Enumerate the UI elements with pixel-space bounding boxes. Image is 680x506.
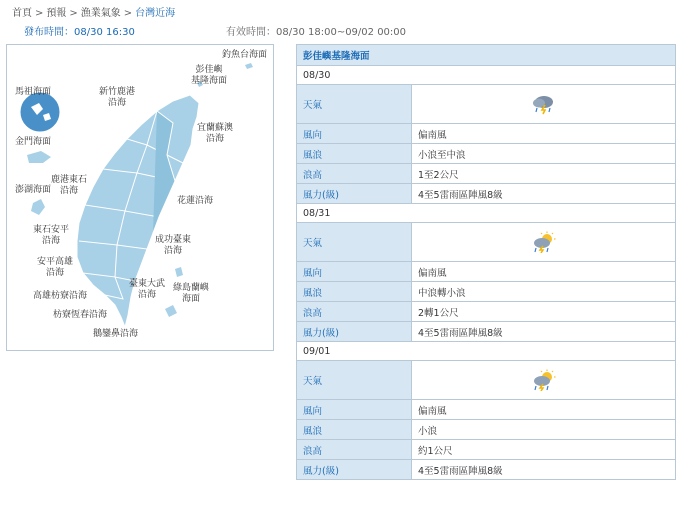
breadcrumb-home-link[interactable]: 首頁 — [12, 8, 32, 19]
weather-row — [297, 85, 676, 124]
date-row — [297, 66, 676, 85]
kinmen-island[interactable] — [27, 151, 51, 163]
date-row — [297, 342, 676, 361]
region-anping[interactable]: 安平高雄 沿海 — [36, 257, 73, 278]
region-dongshi[interactable]: 東石安平 沿海 — [32, 225, 69, 246]
weather-label: 天氣 — [297, 223, 412, 262]
valid-time: 有效時間：08/30 18:00~09/02 00:00 — [226, 27, 407, 38]
region-matsu[interactable]: 馬祖海面 — [15, 87, 52, 97]
wave-height-value: 2轉1公尺 — [412, 302, 676, 322]
lanyu-island[interactable] — [165, 305, 177, 317]
breadcrumb-current[interactable]: 台灣近海 — [135, 8, 176, 19]
wind-direction-row — [297, 400, 676, 420]
region-lvdao[interactable]: 綠島蘭嶼 海面 — [172, 283, 209, 304]
wind-force-value: 4至5雷雨區陣風8級 — [412, 322, 676, 342]
region-yilan[interactable]: 宜蘭蘇澳 沿海 — [196, 123, 233, 144]
wind-direction-label: 風向 — [297, 124, 412, 144]
region-kaohsiung[interactable]: 高雄枋寮沿海 — [33, 291, 88, 301]
region-eluanbi[interactable]: 鵝鑾鼻沿海 — [93, 329, 139, 339]
wind-force-value: 4至5雷雨區陣風8級 — [412, 184, 676, 204]
wave-label: 風浪 — [297, 282, 412, 302]
forecast-date: 08/31 — [297, 204, 676, 223]
wind-direction-label: 風向 — [297, 262, 412, 282]
wind-direction-label: 風向 — [297, 400, 412, 420]
wave-height-label: 浪高 — [297, 302, 412, 322]
wind-force-label: 風力(級) — [297, 322, 412, 342]
penghu-island[interactable] — [31, 199, 45, 215]
forecast-title: 彭佳嶼基隆海面 — [297, 45, 676, 66]
weather-label: 天氣 — [297, 361, 412, 400]
wave-row — [297, 420, 676, 440]
wave-height-row — [297, 164, 676, 184]
green-island[interactable] — [175, 267, 183, 277]
thunderstorm-rain-icon — [530, 93, 558, 115]
region-hsinchu[interactable]: 新竹鹿港 沿海 — [98, 87, 135, 108]
wind-direction-row — [297, 262, 676, 282]
forecast-title-row — [297, 45, 676, 66]
region-taitung[interactable]: 臺東大武 沿海 — [128, 279, 165, 300]
sun-cloud-thunder-icon — [530, 369, 558, 391]
region-pengjia[interactable]: 彭佳嶼 基隆海面 — [190, 65, 227, 86]
wave-label: 風浪 — [297, 420, 412, 440]
forecast-date: 08/30 — [297, 66, 676, 85]
wave-height-label: 浪高 — [297, 164, 412, 184]
wave-value: 中浪轉小浪 — [412, 282, 676, 302]
region-penghu[interactable]: 澎湖海面 — [15, 185, 52, 195]
wave-height-row — [297, 302, 676, 322]
wave-height-row — [297, 440, 676, 460]
breadcrumb-separator: > — [69, 8, 78, 19]
breadcrumb-forecast-link[interactable]: 預報 — [46, 8, 67, 19]
wind-direction-value: 偏南風 — [412, 400, 676, 420]
wind-direction-value: 偏南風 — [412, 262, 676, 282]
wind-force-row — [297, 460, 676, 480]
wind-force-row — [297, 184, 676, 204]
region-diaoyutai[interactable]: 釣魚台海面 — [222, 50, 268, 60]
breadcrumb-separator: > — [35, 8, 44, 19]
wave-row — [297, 282, 676, 302]
wind-force-value: 4至5雷雨區陣風8級 — [412, 460, 676, 480]
wind-force-label: 風力(級) — [297, 184, 412, 204]
wave-value: 小浪至中浪 — [412, 144, 676, 164]
region-fangliao[interactable]: 枋寮恆春沿海 — [53, 310, 108, 320]
wave-height-value: 1至2公尺 — [412, 164, 676, 184]
breadcrumb — [12, 4, 175, 19]
date-row — [297, 204, 676, 223]
wave-value: 小浪 — [412, 420, 676, 440]
region-kinmen[interactable]: 金門海面 — [15, 137, 52, 147]
wind-direction-value: 偏南風 — [412, 124, 676, 144]
region-chenggong[interactable]: 成功臺東 沿海 — [154, 235, 191, 256]
wind-force-row — [297, 322, 676, 342]
region-lukang[interactable]: 鹿港東石 沿海 — [50, 175, 87, 196]
diaoyutai-island[interactable] — [245, 63, 253, 69]
weather-row — [297, 223, 676, 262]
breadcrumb-fishery-link[interactable]: 漁業氣象 — [80, 8, 121, 19]
wave-height-value: 約1公尺 — [412, 440, 676, 460]
forecast-date: 09/01 — [297, 342, 676, 361]
sun-cloud-thunder-icon — [530, 231, 558, 253]
wave-label: 風浪 — [297, 144, 412, 164]
wave-height-label: 浪高 — [297, 440, 412, 460]
weather-row — [297, 361, 676, 400]
wind-direction-row — [297, 124, 676, 144]
taiwan-sea-map — [6, 44, 274, 351]
publish-time: 發布時間：08/30 16:30 — [24, 27, 135, 38]
forecast-table — [296, 44, 676, 480]
wave-row — [297, 144, 676, 164]
wind-force-label: 風力(級) — [297, 460, 412, 480]
breadcrumb-separator: > — [123, 8, 133, 19]
region-hualien[interactable]: 花蓮沿海 — [177, 196, 214, 206]
weather-label: 天氣 — [297, 85, 412, 124]
